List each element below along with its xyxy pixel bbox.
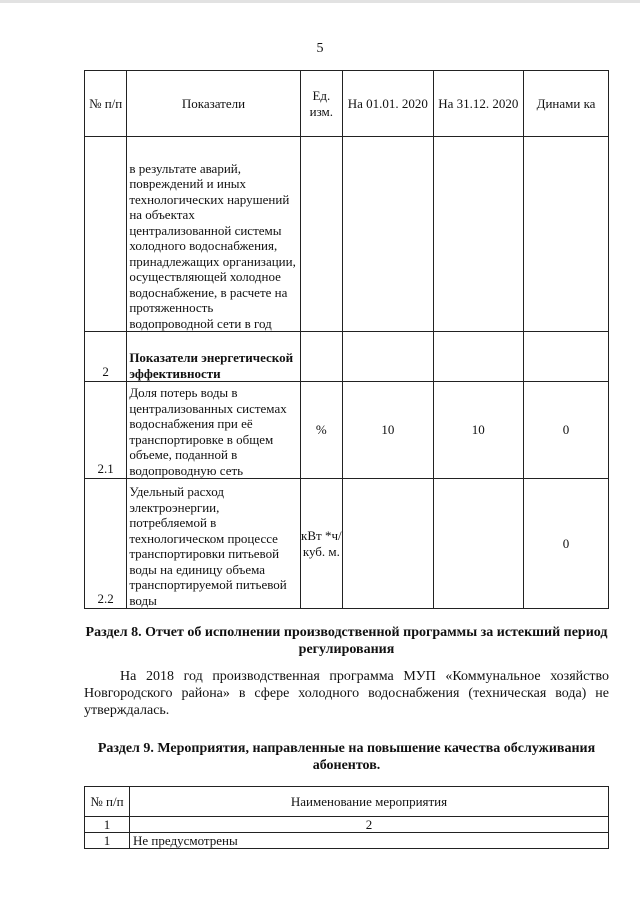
table-row [85, 833, 609, 849]
row-no: 2.1 [85, 382, 127, 479]
row-unit: кВт *ч/ куб. м. [300, 479, 343, 609]
table-header-row [85, 787, 609, 817]
row-dynamics: 0 [524, 382, 609, 479]
header-no: № п/п [85, 787, 130, 817]
row-dynamics: 0 [524, 479, 609, 609]
header-date-start: На 01.01. 2020 [343, 71, 433, 137]
section9-heading: Раздел 9. Мероприятия, направленные на повышение качества обслуживания абонентов. [97, 741, 596, 773]
header-date-end: На 31.12. 2020 [433, 71, 523, 137]
section8-heading: Раздел 8. Отчет об исполнении производственной программы за истекший период регулирования [85, 625, 608, 657]
row-date-start: 10 [343, 382, 433, 479]
table-row [85, 382, 609, 479]
header-unit: Ед. изм. [300, 71, 343, 137]
row-unit: % [300, 382, 343, 479]
row-indicator: Показатели энергетической эффективности [127, 332, 300, 382]
table-row [85, 332, 609, 382]
row-indicator: в результате аварий, повреждений и иных технологических нарушений на объектах централизованной системы холодного водоснабжения, принадлежащих организации, осуществляющей холодное водоснабжение, в расчете на протяженность водопроводной сети в год [127, 137, 300, 332]
row-dynamics [524, 137, 609, 332]
row-date-start [343, 137, 433, 332]
row-indicator: Удельный расход электроэнергии, потребляемой в технологическом процессе транспортировки питьевой воды на единицу объема транспортируемой питьевой воды [127, 479, 300, 609]
row-unit [300, 137, 343, 332]
header-no: № п/п [85, 71, 127, 137]
indicators-table [84, 70, 609, 609]
row-no [85, 137, 127, 332]
row-date-end [433, 332, 523, 382]
section8-text: На 2018 год производственная программа МУП «Коммунальное хозяйство Новгородского района» в сфере холодного водоснабжения (техническая вода) не утверждалась. [84, 669, 609, 718]
row-no: 2.2 [85, 479, 127, 609]
row-unit [300, 332, 343, 382]
row-measure-name: Не предусмотрены [130, 833, 609, 849]
index-name: 2 [130, 817, 609, 833]
table-header-row [85, 71, 609, 137]
row-date-end [433, 479, 523, 609]
table-row [85, 479, 609, 609]
row-date-start [343, 332, 433, 382]
scan-edge [0, 0, 640, 3]
row-dynamics [524, 332, 609, 382]
row-date-end [433, 137, 523, 332]
header-indicator: Показатели [127, 71, 300, 137]
measures-table [84, 786, 609, 849]
table-index-row [85, 817, 609, 833]
index-no: 1 [85, 817, 130, 833]
header-measure-name: Наименование мероприятия [130, 787, 609, 817]
table-row [85, 137, 609, 332]
row-date-end: 10 [433, 382, 523, 479]
header-dynamics: Динами ка [524, 71, 609, 137]
row-no: 1 [85, 833, 130, 849]
row-indicator: Доля потерь воды в централизованных системах водоснабжения при её транспортировке в общем объеме, поданной в водопроводную сеть [127, 382, 300, 479]
row-no: 2 [85, 332, 127, 382]
row-date-start [343, 479, 433, 609]
page-number: 5 [316, 41, 324, 56]
